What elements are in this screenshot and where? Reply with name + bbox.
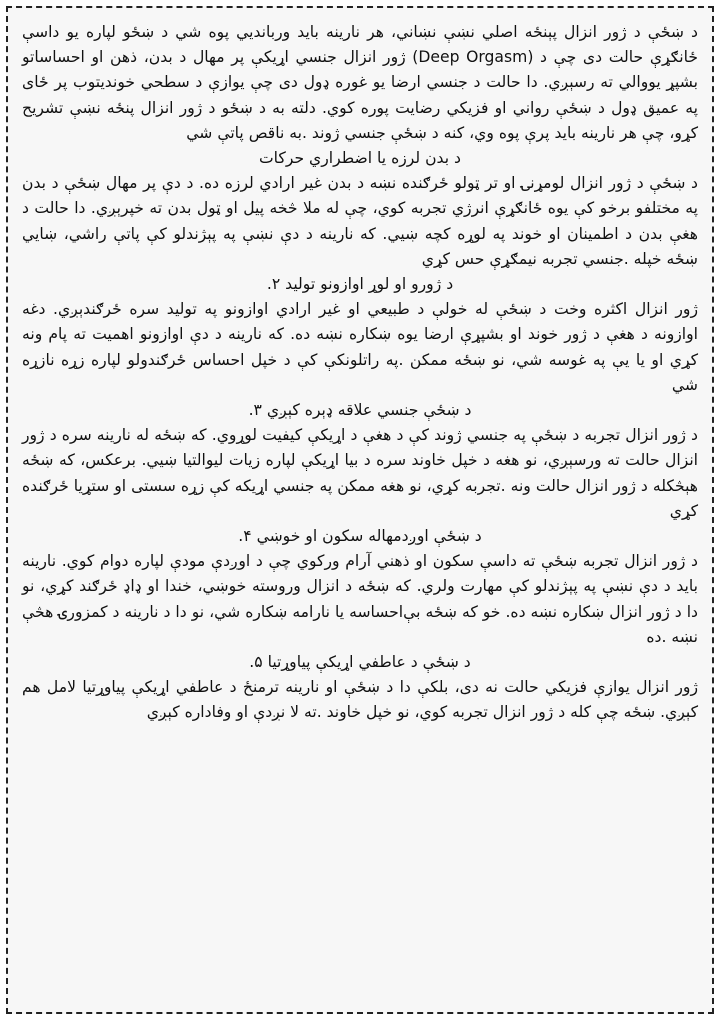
article-body [22, 20, 698, 1002]
section-body-3: د ژور انزال تجربه د ښځې په جنسي ژوند کې د هغې د اړیکې کیفیت لوړوي. که ښځه له نارینه سره د ژور انزال حالت ته ورسېږي، نو هغه د خپل خاوند سره د بیا اړیکې لپاره زیات لیوالتیا ښیي. برعکس، که ښځه هېڅکله د ژور انزال حالت ونه .تجربه کړي، نو هغه ممکن په جنسي اړیکه کې زړه سستی او ستړیا ځرګنده کړي [22, 426, 698, 520]
page-frame [6, 6, 714, 1014]
section-heading-4: د ښځې اوږدمهاله سکون او خوښي ۴. [238, 527, 482, 546]
section-heading-2: د ژورو او لوړ اوازونو تولید ۲. [266, 275, 454, 294]
section-body-5: ژور انزال یوازې فزیکي حالت نه دی، بلکې دا د ښځې او نارینه ترمنځ د عاطفي اړیکې پیاوړتیا لامل هم کېږي. ښځه چې کله د ژور انزال تجربه کوي، نو خپل خاوند .ته لا نږدې او وفاداره کېږي [22, 678, 698, 722]
section-body-1: د ښځې د ژور انزال لومړنۍ او تر ټولو ځرګنده نښه د بدن غیر ارادي لرزه ده. د دې پر مهال ښځې د بدن په مختلفو برخو کې یوه ځانګړې انرژي تجربه کوي، چې له ملا څخه پیل او ټول بدن ته خپرېږي. دا حالت د هغې بدن د اطمینان او خوند په لوړه کچه ښیي. که نارینه د دې نښې په پېژندلو کې پاتې راشي، ښایي ښځه خپله .جنسي تجربه نیمګړې حس کړي [22, 174, 698, 268]
intro-paragraph: د ښځې د ژور انزال پېنځه اصلي نښې نښاني، هر نارینه باید وربانديي پوه شي د ښځو لپاره یو داسې ځانګړې حالت دی چې د (Deep Orgasm) ژور انزال جنسي اړیکې پر مهال د بدن، ذهن او احساساتو بشپړ یووالي ته رسېږي. دا حالت د جنسي ارضا یو غوره ډول دی چې یوازې د سطحي خوندیتوب پر ځای په عمیق ډول د ښځې رواني او فزیکي رضایت پوره کوي. دلته به د ښځو د ژور انزال پنځه نښې تشریح کړو، چې هر نارینه باید پرې پوه وي، کنه د ښځې جنسي ژوند .به ناقص پاتې شي [22, 23, 698, 142]
section-heading-1: د بدن لرزه یا اضطراري حرکات [259, 149, 461, 168]
section-body-4: د ژور انزال تجربه ښځې ته داسې سکون او ذهني آرام ورکوي چې د اوږدې مودې لپاره دوام کوي. نارینه باید د دې نښې په پېژندلو کې مهارت ولري. که ښځه د انزال وروسته خوښي، خندا او ډاډ ځرګند کړي، نو دا د ژور انزال ښکاره نښه ده. خو که ښځه بې‌احساسه یا نارامه ښکاره شي، نو دا د نارینه د کمزورۍ هڅې نښه .ده [22, 552, 698, 646]
section-body-2: ژور انزال اکثره وخت د ښځې له خولې د طبیعي او غیر ارادي اوازونو په تولید سره ځرګندېږي. دغه اوازونه د هغې د ژور خوند او بشپړې ارضا یوه ښکاره نښه ده. که نارینه د دې اوازونو اهمیت ته پام ونه کړي او یا یې په غوسه شي، نو ښځه ممکن .په راتلونکې کې د خپل احساس ځرګندولو لپاره زړه نازړه شي [22, 300, 698, 394]
section-heading-3: د ښځې جنسي علاقه ډېره کېږي ۳. [248, 401, 472, 420]
section-heading-5: د ښځې د عاطفي اړیکې پیاوړتیا ۵. [249, 653, 471, 672]
